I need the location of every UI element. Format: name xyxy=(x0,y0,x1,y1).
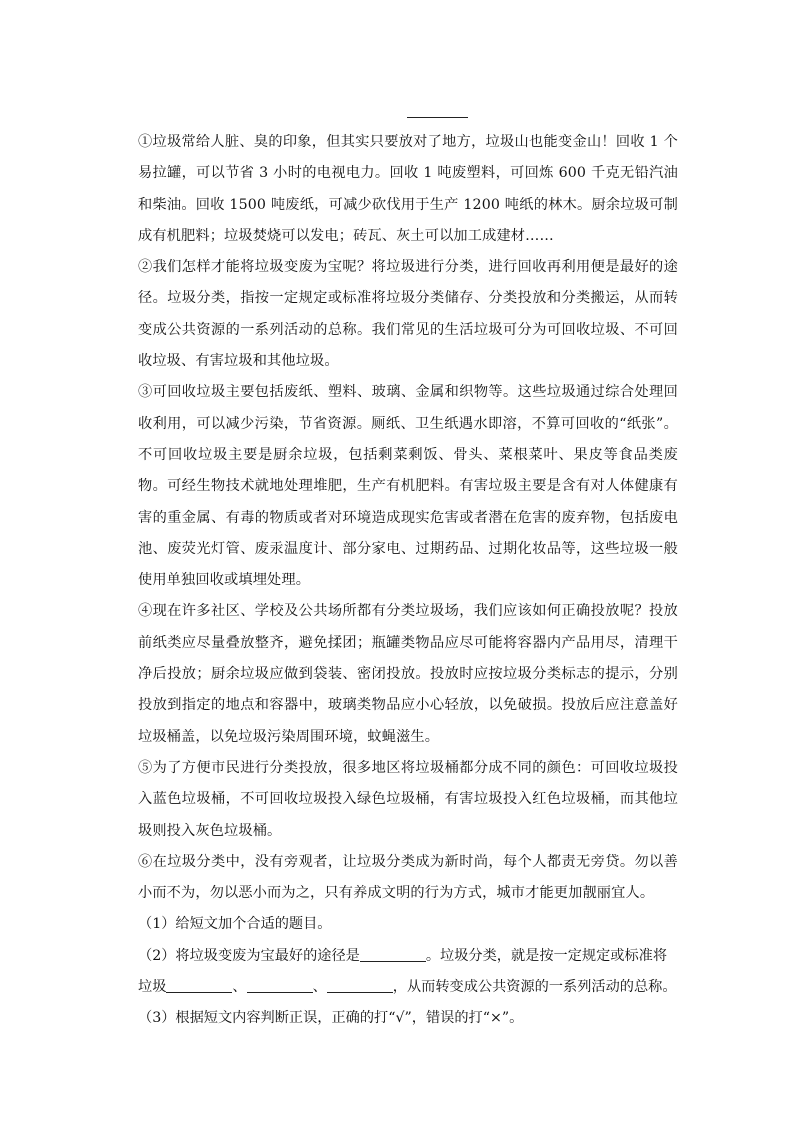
answer-blank-1[interactable] xyxy=(360,946,426,962)
question-2-sep-2: 、 xyxy=(312,979,327,996)
question-1: （1）给短文加个合适的题目。 xyxy=(138,916,332,933)
question-2-sep-1: 、 xyxy=(232,979,247,996)
paragraph-2: ②我们怎样才能将垃圾变废为宝呢？将垃圾进行分类，进行回收再利用便是最好的途径。垃圾分类，指按一定规定或标准将垃圾分类储存、分类投放和分类搬运，从而转变成公共资源的一系列活动的总称。我们常见的生活垃圾可分为可回收垃圾、不可回收垃圾、有害垃圾和其他垃圾。 xyxy=(138,259,678,370)
paragraph-3: ③可回收垃圾主要包括废纸、塑料、玻璃、金属和织物等。这些垃圾通过综合处理回收利用，可以减少污染，节省资源。厕纸、卫生纸遇水即溶，不算可回收的“纸张”。不可回收垃圾主要是厨余垃圾，包括剩菜剩饭、骨头、菜根菜叶、果皮等食品类废物。可经生物技术就地处理堆肥，生产有机肥料。有害垃圾主要是含有对人体健康有害的重金属、有毒的物质或者对环境造成现实危害或者潜在危害的废弃物，包括废电池、废荧光灯管、废汞温度计、部分家电、过期药品、过期化妆品等，这些垃圾一般使用单独回收或填埋处理。 xyxy=(138,384,678,589)
question-2-text-a: （2）将垃圾变废为宝最好的途径是 xyxy=(138,947,360,964)
question-2-text-c: ，从而转变成公共资源的一系列活动的总称。 xyxy=(392,979,677,996)
title-blank-line[interactable] xyxy=(407,117,468,118)
question-3: （3）根据短文内容判断正误，正确的打“√”，错误的打“×”。 xyxy=(138,1010,524,1027)
paragraph-4: ④现在许多社区、学校及公共场所都有分类垃圾场，我们应该如何正确投放呢？投放前纸类应尽量叠放整齐，避免揉团；瓶罐类物品应尽可能将容器内产品用尽，清理干净后投放；厨余垃圾应做到袋装、密闭投放。投放时应按垃圾分类标志的提示，分别投放到指定的地点和容器中，玻璃类物品应小心轻放，以免破损。投放后应注意盖好垃圾桶盖，以免垃圾污染周围环境，蚊蝇滋生。 xyxy=(138,603,678,745)
answer-blank-3[interactable] xyxy=(247,977,313,993)
paragraph-6: ⑥在垃圾分类中，没有旁观者，让垃圾分类成为新时尚，每个人都责无旁贷。勿以善小而不为，勿以恶小而为之，只有养成文明的行为方式，城市才能更加靓丽宜人。 xyxy=(138,853,678,902)
question-2 xyxy=(138,941,678,1004)
article-body xyxy=(138,127,678,1035)
answer-blank-4[interactable] xyxy=(327,977,393,993)
answer-blank-2[interactable] xyxy=(166,977,232,993)
paragraph-5: ⑤为了方便市民进行分类投放，很多地区将垃圾桶都分成不同的颜色：可回收垃圾投入蓝色垃圾桶，不可回收垃圾投入绿色垃圾桶，有害垃圾投入红色垃圾桶，而其他垃圾则投入灰色垃圾桶。 xyxy=(138,759,678,839)
question-2-text-b: 。垃圾分类，就是按一定规定或标准将垃圾 xyxy=(138,947,668,996)
paragraph-1: ①垃圾常给人脏、臭的印象，但其实只要放对了地方，垃圾山也能变金山！回收 1 个易拉罐，可以节省 3 小时的电视电力。回收 1 吨废塑料，可回炼 600 千克无铅汽油和柴油。回收 1500 吨废纸，可减少砍伐用于生产 1200 吨纸的林木。厨余垃圾可制成有机肥料；垃圾焚烧可以发电；砖瓦、灰土可以加工成建材…… xyxy=(138,134,678,244)
